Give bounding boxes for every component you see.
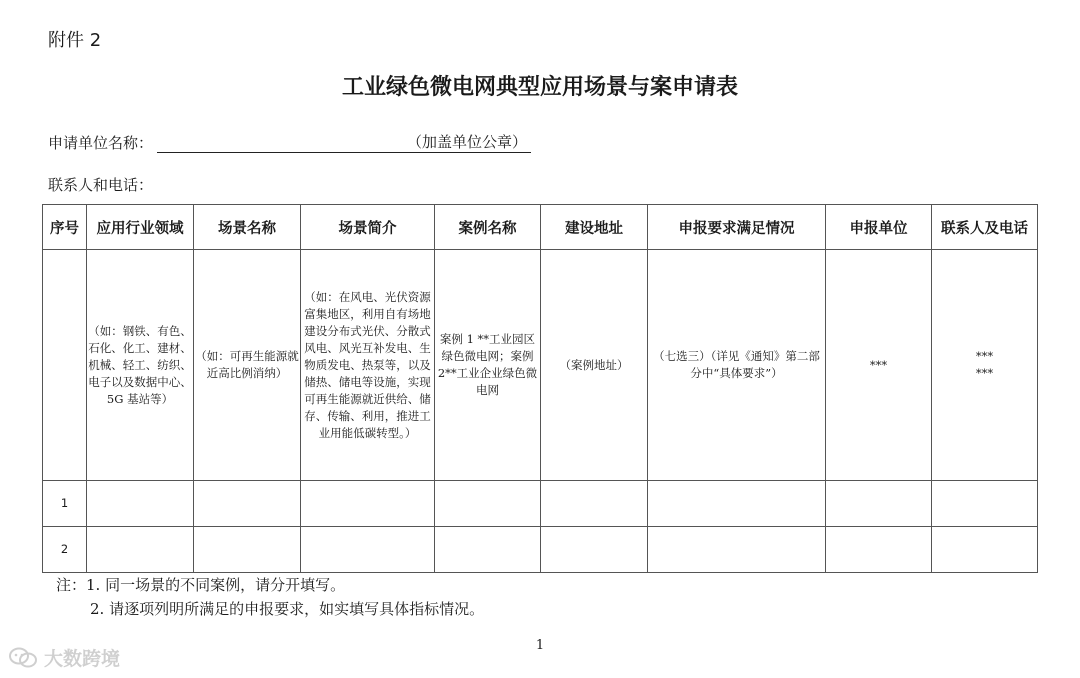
table-cell[interactable]: [435, 481, 541, 527]
table-cell[interactable]: [87, 481, 194, 527]
contact-line-2: ***: [975, 366, 994, 380]
table-cell[interactable]: [301, 481, 435, 527]
applicant-label: 申请单位名称：: [48, 134, 154, 152]
applicant-row: [48, 132, 531, 153]
note-2: 2. 请逐项列明所满足的申报要求，如实填写具体指标情况。: [90, 600, 485, 618]
table-cell[interactable]: [87, 527, 194, 573]
applicant-name-field[interactable]: [157, 132, 531, 153]
watermark: [8, 644, 120, 671]
notes: [56, 573, 484, 621]
table-cell[interactable]: [541, 481, 648, 527]
example-case-cell[interactable]: 案例 1 **工业园区绿色微电网；案例 2**工业企业绿色微电网: [435, 250, 541, 481]
table-cell[interactable]: [932, 481, 1038, 527]
table-cell[interactable]: [541, 527, 648, 573]
table-cell[interactable]: [301, 527, 435, 573]
table-cell[interactable]: [194, 481, 301, 527]
table-row: [43, 527, 1038, 573]
wechat-logo-icon: [8, 646, 38, 670]
table-cell[interactable]: [648, 527, 826, 573]
header-unit: 申报单位: [826, 205, 932, 250]
header-scene-name: 场景名称: [194, 205, 301, 250]
header-industry: 应用行业领域: [87, 205, 194, 250]
example-industry-cell[interactable]: （如：钢铁、有色、石化、化工、建材、机械、轻工、纺织、电子以及数据中心、5G 基站等）: [87, 250, 194, 481]
note-1: 注：1. 同一场景的不同案例，请分开填写。: [56, 576, 346, 594]
table-cell[interactable]: [194, 527, 301, 573]
header-requirements: 申报要求满足情况: [648, 205, 826, 250]
example-scene-cell[interactable]: （如：可再生能源就近高比例消纳）: [194, 250, 301, 481]
table-header-row: [43, 205, 1038, 250]
application-table: [42, 204, 1038, 573]
table-cell[interactable]: [932, 527, 1038, 573]
table-row: [43, 481, 1038, 527]
example-unit-cell[interactable]: ***: [826, 250, 932, 481]
row-index-cell: 1: [43, 481, 87, 527]
page-number: 1: [535, 638, 545, 653]
example-row: [43, 250, 1038, 481]
example-requirements-cell[interactable]: （七选三）（详见《通知》第二部分中“具体要求”）: [648, 250, 826, 481]
contact-label: 联系人和电话：: [48, 176, 154, 194]
example-index-cell[interactable]: [43, 250, 87, 481]
header-address: 建设地址: [541, 205, 648, 250]
contact-line-1: ***: [975, 349, 994, 363]
header-index: 序号: [43, 205, 87, 250]
page-title: 工业绿色微电网典型应用场景与案申请表: [341, 74, 738, 100]
attachment-label: 附件 2: [48, 30, 102, 51]
example-address-cell[interactable]: （案例地址）: [541, 250, 648, 481]
header-case-name: 案例名称: [435, 205, 541, 250]
example-intro-cell[interactable]: （如：在风电、光伏资源富集地区，利用自有场地建设分布式光伏、分散式风电、风光互补发电、生物质发电、热泵等，以及储热、储电等设施，实现可再生能源就近供给、储存、传输、利用，推进工业用能低碳转型。）: [301, 250, 435, 481]
table-cell[interactable]: [648, 481, 826, 527]
stamp-note: （加盖单位公章）: [407, 133, 528, 151]
row-index-cell: 2: [43, 527, 87, 573]
watermark-text: 大数跨境: [44, 648, 121, 670]
header-contact: 联系人及电话: [932, 205, 1038, 250]
example-contact-cell[interactable]: [932, 250, 1038, 481]
header-scene-intro: 场景简介: [301, 205, 435, 250]
table-cell[interactable]: [826, 481, 932, 527]
table-cell[interactable]: [826, 527, 932, 573]
table-cell[interactable]: [435, 527, 541, 573]
